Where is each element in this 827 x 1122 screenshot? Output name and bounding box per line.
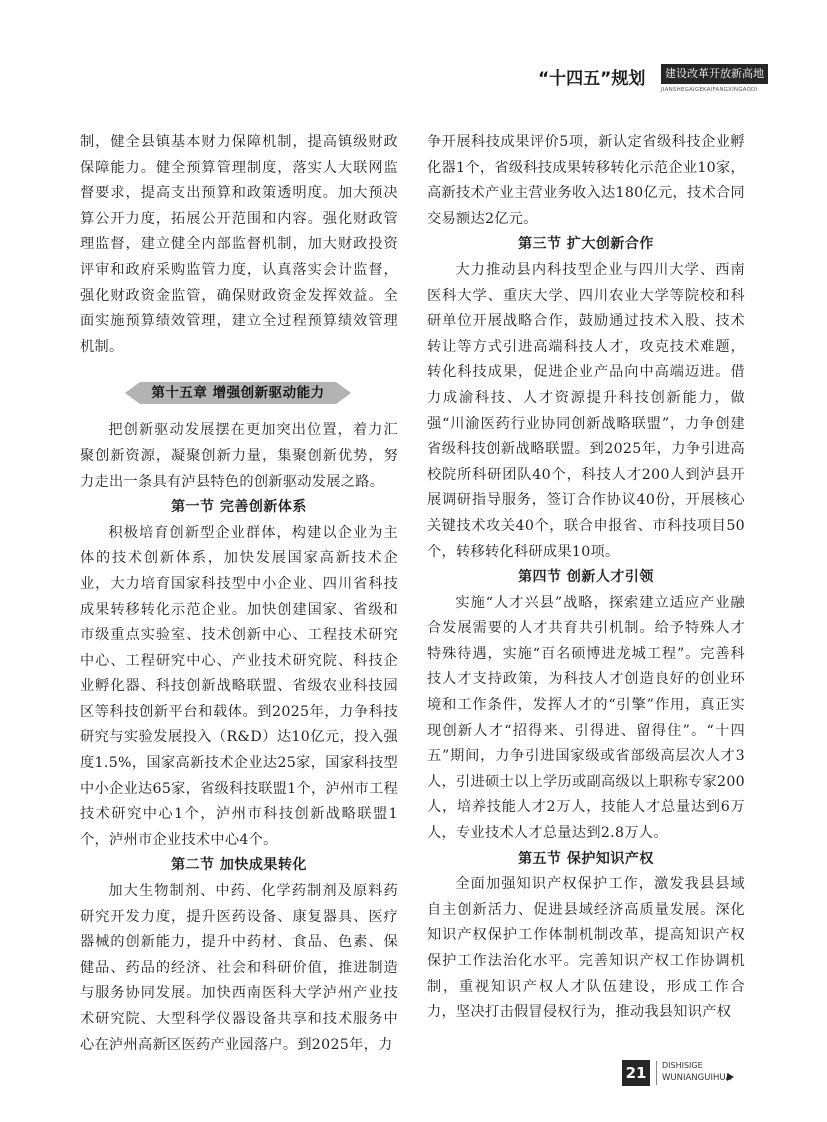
paragraph: 制，健全县镇基本财力保障机制，提高镇级财政保障能力。健全预算管理制度，落实人大联网监督要求，提高支出预算和政策透明度。加大预决算公开力度，拓展公开范围和内容。强化财政管理监督，建立健全内部监督机制，加大财政投资评审和政府采购监管力度，认真落实会计监督，强化财政资金监管，确保财政资金发挥效益。全面实施预算绩效管理，建立全过程预算绩效管理机制。 <box>80 134 398 355</box>
paragraph: 实施“人才兴县”战略，探索建立适应产业融合发展需要的人才共育共引机制。给予特殊人才特殊待遇，实施“百名硕博进龙城工程”。完善科技人才支持政策，为科技人才创造良好的创业环境和工作条件，发挥人才的“引擎”作用，真正实现创新人才“招得来、引得进、留得住”。“十四五”期间，力争引进国家级或省部级高层次人才3人，引进硕士以上学历或副高级以上职称专家200人，培养技能人才2万人，技能人才总量达到6万人，专业技术人才总量达到2.8万人。 <box>427 594 745 842</box>
chapter-arrow-left-icon <box>125 382 140 404</box>
header-tag: 建设改革开放新高地 <box>661 64 768 84</box>
page-header <box>538 60 768 100</box>
chapter-arrow-right-icon <box>336 382 351 404</box>
paragraph: 争开展科技成果评价5项，新认定省级科技企业孵化器1个，省级科技成果转移转化示范企业10家，高新技术产业主营业务收入达180亿元，技术合同交易额达2亿元。 <box>427 134 745 227</box>
section-title: 第一节 完善创新体系 <box>171 499 307 516</box>
header-title: “十四五”规划 <box>538 69 646 89</box>
right-column <box>427 130 745 1026</box>
page-footer <box>622 1060 782 1090</box>
header-pinyin: JIANSHEGAIGEKAIFANGXINGAODI <box>661 87 758 93</box>
chapter-title: 第十五章 增强创新驱动能力 <box>151 385 325 402</box>
chapter-intro: 把创新驱动发展摆在更加突出位置，着力汇聚创新资源，凝聚创新力量，集聚创新优势，努力走出一条具有泸县特色的创新驱动发展之路。 <box>80 422 398 490</box>
paragraph: 大力推动县内科技型企业与四川大学、西南医科大学、重庆大学、四川农业大学等院校和科研单位开展战略合作，鼓励通过技术入股、技术转让等方式引进高端科技人才，攻克技术难题，转化科技成果，促进企业产品向中高端迈进。借力成渝科技、人才资源提升科技创新能力，做强“川渝医药行业协同创新战略联盟”，力争创建省级科技创新战略联盟。到2025年，力争引进高校院所科研团队40个，科技人才200人到泸县开展调研指导服务，签订合作协议40份，开展核心关键技术攻关40个，联合申报省、市科技项目50个，转移转化科研成果10项。 <box>427 261 745 560</box>
footer-divider <box>656 1061 657 1085</box>
paragraph: 全面加强知识产权保护工作，激发我县县域自主创新活力、促进县域经济高质量发展。深化知识产权保护工作体制机制改革，提高知识产权保护工作法治化水平。完善知识产权工作协调机制，重视知识产权人才队伍建设，形成工作合力，坚决打击假冒侵权行为，推动我县知识产权 <box>427 876 745 1021</box>
triangle-right-icon <box>727 1073 734 1081</box>
section-title: 第三节 扩大创新合作 <box>518 236 654 253</box>
left-column <box>80 130 398 1058</box>
section-title: 第二节 加快成果转化 <box>171 857 307 874</box>
footer-pinyin-line1: DISHISIGE <box>662 1061 703 1070</box>
page-number: 21 <box>622 1060 650 1086</box>
section-title: 第四节 创新人才引领 <box>518 569 654 586</box>
paragraph: 加大生物制剂、中药、化学药制剂及原料药研究开发力度，提升医药设备、康复器具、医疗器械的创新能力，提升中药材、食品、色素、保健品、药品的经济、社会和科研价值，推进制造与服务协同发展。加快西南医科大学泸州产业技术研究院、大型科学仪器设备共享和技术服务中心在泸州高新区医药产业园落户。到2025年，力 <box>80 883 398 1053</box>
section-title: 第五节 保护知识产权 <box>518 850 654 867</box>
paragraph: 积极培育创新型企业群体，构建以企业为主体的技术创新体系，加快发展国家高新技术企业，大力培育国家科技型中小企业、四川省科技成果转移转化示范企业。加快创建国家、省级和市级重点实验室、技术创新中心、工程技术研究中心、工程研究中心、产业技术研究院、科技企业孵化器、科技创新战略联盟、省级农业科技园区等科技创新平台和载体。到2025年，力争科技研究与实验发展投入（R&D）达10亿元，投入强度1.5%，国家高新技术企业达25家，国家科技型中小企业达65家，省级科技联盟1个，泸州市工程技术研究中心1个，泸州市科技创新战略联盟1个，泸州市企业技术中心4个。 <box>80 524 398 848</box>
chapter-heading <box>80 378 398 408</box>
footer-pinyin-line2: WUNIANGUIHUA <box>662 1073 732 1083</box>
